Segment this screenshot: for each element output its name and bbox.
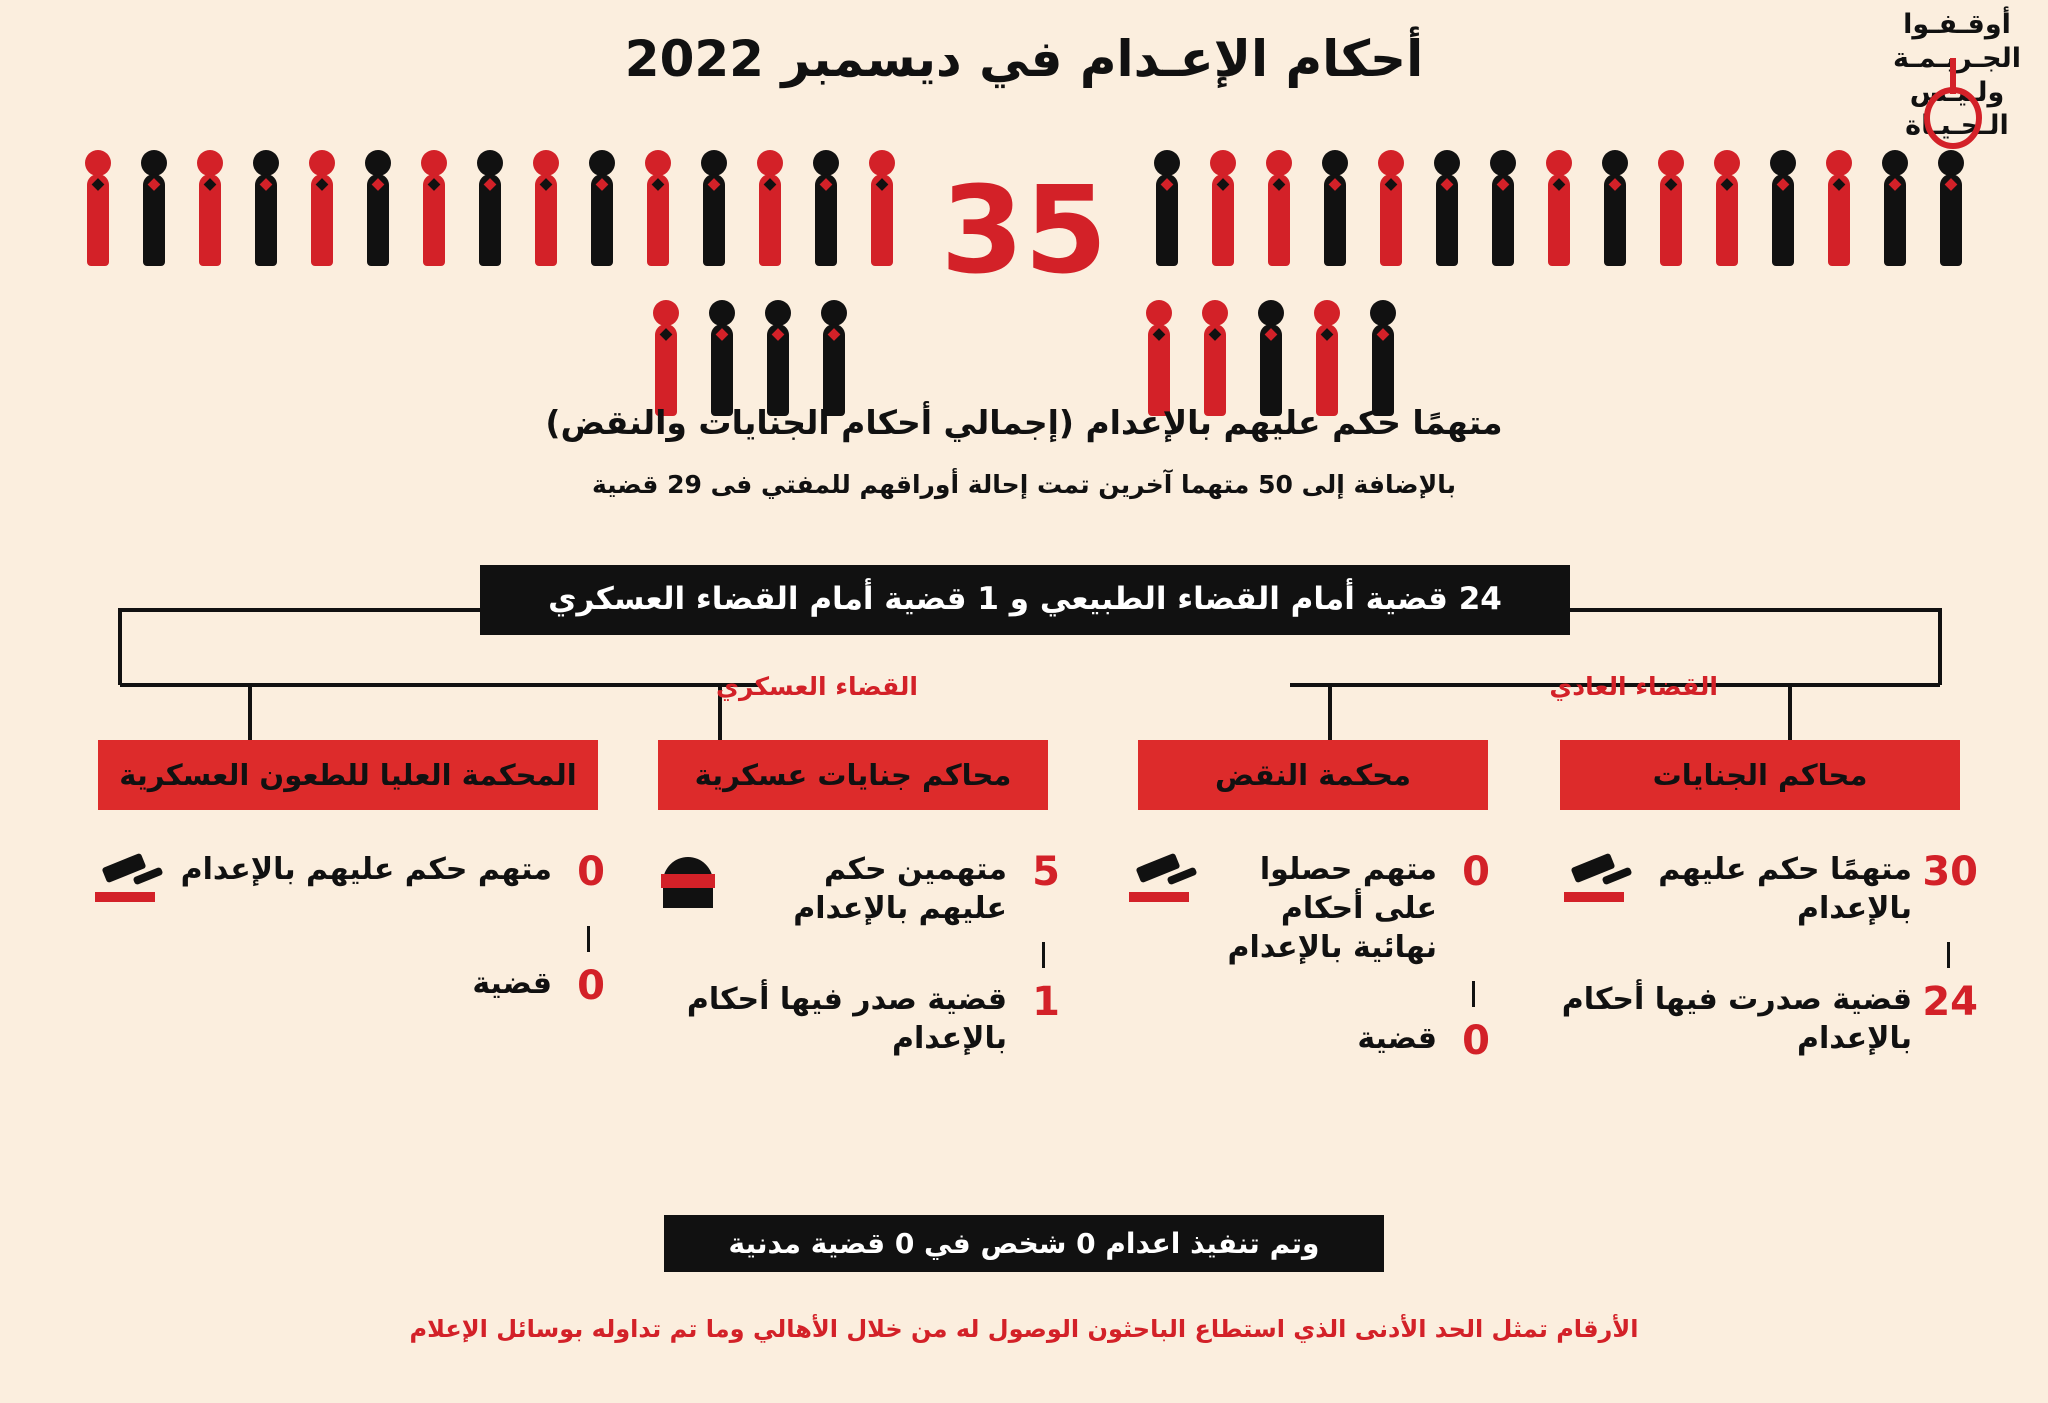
person-icon [1648,150,1694,270]
person-icon [411,150,457,270]
person-icon [747,150,793,270]
person-icon [1200,150,1246,270]
gavel-icon [1558,852,1638,912]
stat-divider [1042,942,1045,968]
pictogram-figures [0,140,2048,442]
stat-number: 0 [577,963,605,1009]
court-box-criminal: محاكم الجنايات [1560,740,1960,810]
executions-banner: وتم تنفيذ اعدام 0 شخص في 0 قضية مدنية [664,1215,1384,1272]
person-icon [1760,150,1806,270]
stat-text: متهم حكم عليهم بالإعدام [180,852,552,887]
stat-divider [1947,942,1950,968]
pictogram-row-1 [0,150,2048,301]
person-icon [1144,150,1190,270]
gavel-icon [89,852,169,912]
total-subcaption: بالإضافة إلى 50 متهما آخرين تمت إحالة أوراقهم للمفتي فى 29 قضية [592,470,1456,499]
branch-label-military: القضاء العسكري [716,672,918,701]
stat-number: 0 [1462,849,1490,895]
stat-number: 0 [577,849,605,895]
person-icon [859,150,905,270]
person-icon [1592,150,1638,270]
person-icon [1256,150,1302,270]
person-icon [803,150,849,270]
stat-row [1558,850,1978,928]
logo-line-4: الـحـيـاة [1905,110,2009,142]
person-icon [635,150,681,270]
stat-row [653,850,1073,928]
page-title: أحكام الإعـدام في ديسمبر 2022 [624,30,1424,88]
court-stats-criminal [1558,850,1978,1058]
hooded-prisoner-icon [653,852,723,914]
stat-text: متهمًا حكم عليهم بالإعدام [1658,852,1912,926]
stat-row [88,850,618,912]
person-icon [691,150,737,270]
stat-number: 24 [1922,979,1978,1025]
logo-line-3: ولـيـس [1909,76,2005,108]
person-icon [75,150,121,270]
stat-divider [587,926,590,952]
logo-line-1: أوقـفـوا [1903,9,2011,40]
stat-row [653,980,1073,1058]
court-stats-cassation [1123,850,1503,1063]
person-icon [187,150,233,270]
person-icon [467,150,513,270]
total-caption: متهمًا حكم عليهم بالإعدام (إجمالي أحكام الجنايات والنقض) [545,403,1503,442]
gavel-icon [1123,852,1203,912]
court-stats-military-supreme [88,850,618,1008]
stat-text: متهم حصلوا على أحكام نهائية بالإعدام [1227,852,1437,965]
footer-note: الأرقام تمثل الحد الأدنى الذي استطاع الباحثون الوصول له من خلال الأهالي وما تم تداوله بوسائل الإعلام [409,1315,1639,1343]
stat-row [1558,980,1978,1058]
person-icon [1424,150,1470,270]
logo-line-2: الجـريـمـة [1893,42,2021,74]
person-icon [355,150,401,270]
cases-banner: 24 قضية أمام القضاء الطبيعي و 1 قضية أمام القضاء العسكري [480,565,1570,635]
person-icon [1312,150,1358,270]
person-icon [243,150,289,270]
person-icon [1536,150,1582,270]
court-box-cassation: محكمة النقض [1138,740,1488,810]
total-number: 35 [940,162,1108,301]
stat-text: قضية صدرت فيها أحكام بالإعدام [1561,982,1912,1056]
person-icon [1928,150,1974,270]
court-box-military-supreme: المحكمة العليا للطعون العسكرية [98,740,598,810]
stat-row [1123,850,1503,967]
person-icon [1480,150,1526,270]
person-icon [1816,150,1862,270]
person-icon [579,150,625,270]
court-stats-military-criminal [653,850,1073,1058]
person-icon [523,150,569,270]
branch-label-civil: القضاء العادي [1549,672,1718,701]
stat-number: 5 [1032,849,1060,895]
person-icon [1872,150,1918,270]
stat-text: قضية صدر فيها أحكام بالإعدام [686,982,1007,1056]
stat-row [1123,1019,1503,1063]
court-box-military-criminal: محاكم جنايات عسكرية [658,740,1048,810]
person-icon [131,150,177,270]
stat-text: قضية [472,966,552,1001]
person-icon [1704,150,1750,270]
person-icon [299,150,345,270]
stat-text: قضية [1357,1021,1437,1056]
stat-number: 1 [1032,979,1060,1025]
stat-number: 0 [1462,1018,1490,1064]
stat-text: متهمين حكم عليهم بالإعدام [793,852,1007,926]
person-icon [1368,150,1414,270]
stat-number: 30 [1922,849,1978,895]
stat-row [88,964,618,1008]
stat-divider [1472,981,1475,1007]
